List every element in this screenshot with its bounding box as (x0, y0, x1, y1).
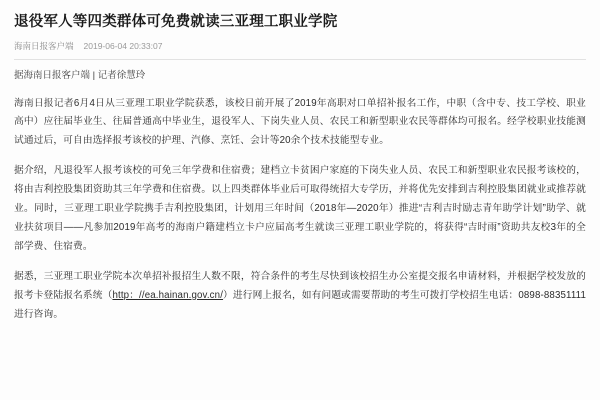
article-paragraph-1: 海南日报记者6月4日从三亚理工职业学院获悉，该校日前开展了2019年高职对口单招补报名工作，中职（含中专、技工学校、职业高中）应往届毕业生、往届普通高中毕业生，退役军人、下岗失业人员、农民工和新型职业农民等群体均可报名。经学校职业技能测试通过后，可自由选择报考该校的护理、汽修、烹饪、会计等20余个技术技能型专业。 (14, 97, 586, 147)
article-meta (14, 40, 586, 52)
registration-system-link[interactable]: http：//ea.hainan.gov.cn/ (112, 289, 224, 301)
article-paragraph-2: 据介绍，凡退役军人报考该校的可免三年学费和住宿费；建档立卡贫困户家庭的下岗失业人员、农民工和新型职业农民报考该校的，将由吉利控股集团资助其三年学费和住宿费。以上四类群体毕业后可取得统招大专学历，并将优先安排到吉利控股集团就业或推荐就业。同时，三亚理工职业学院携手吉利控股集团，计划用三年时间（2018年—2020年）推进“吉利吉时励志青年助学计划”助学、就业扶贫项目——凡参加2019年高考的海南户籍建档立卡户应届高考生就读三亚理工职业学院的，将获得“吉时雨”资助共友校3年的全部学费、住宿费。 (14, 165, 586, 252)
article-datetime: 2019-06-04 20:33:07 (83, 41, 163, 52)
article-source: 海南日报客户端 (14, 41, 74, 52)
bottom-spacer (14, 336, 586, 342)
header-divider (14, 59, 586, 60)
page-title: 退役军人等四类群体可免费就读三亚理工职业学院 (14, 14, 338, 30)
article-byline: 据海南日报客户端 | 记者徐慧玲 (14, 70, 146, 82)
article-paragraph-3: 据悉，三亚理工职业学院本次单招补报招生人数不限，符合条件的考生尽快到该校招生办公室提交报名申请材料，并根据学校发放的报考卡登陆报名系统（http：//ea.hainan.gov.cn/）进行网上报名，如有问题或需要帮助的考生可拨打学校招生电话：0898-88351111进行咨询。 (14, 270, 587, 320)
